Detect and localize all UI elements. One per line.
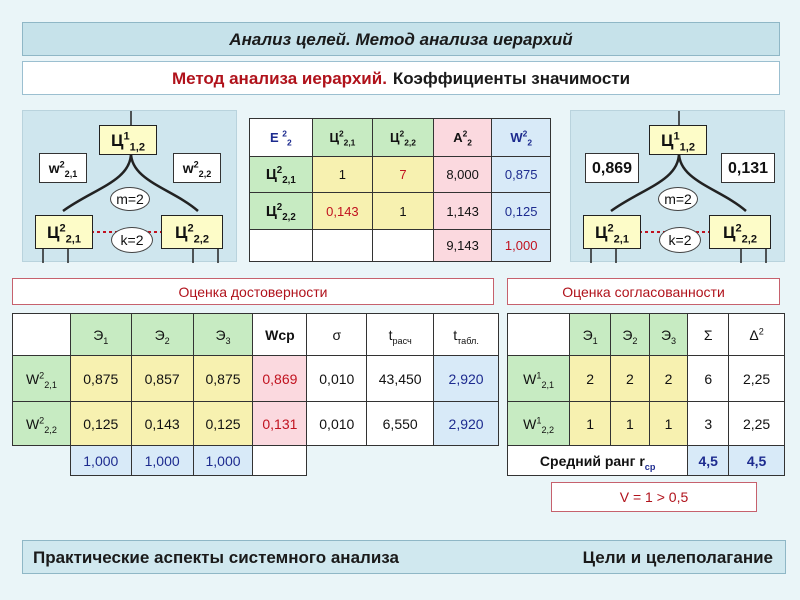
consistency-cell: 3 bbox=[688, 402, 729, 446]
matrix-header-e: E $^2_2$ bbox=[250, 119, 313, 157]
consistency-header-sum: Σ bbox=[688, 314, 729, 356]
consistency-cell: 2,25 bbox=[729, 402, 785, 446]
concordance-result: V = 1 > 0,5 bbox=[551, 482, 757, 512]
consistency-row-label: $W^1_{2,1}$ bbox=[508, 356, 570, 402]
reliability-header-sigma: σ bbox=[307, 314, 367, 356]
matrix-row-label bbox=[250, 229, 313, 261]
reliability-header-wcp: Wcp bbox=[253, 314, 307, 356]
reliability-row-label: $W^2_{2,2}$ bbox=[13, 402, 71, 446]
sub-goal-left-1: $Ц^2_{2,1}$ bbox=[35, 215, 93, 249]
reliability-header-t-calc: $t_{расч}$ bbox=[367, 314, 434, 356]
matrix-row bbox=[250, 229, 551, 261]
reliability-row bbox=[13, 356, 499, 402]
matrix-cell: 0,143 bbox=[312, 193, 373, 229]
matrix-cell: 1 bbox=[373, 193, 434, 229]
weight-left-label: $w^2_{2,1}$ bbox=[39, 153, 87, 183]
section-reliability-title: Оценка достоверности bbox=[12, 278, 494, 305]
matrix-cell: 0,125 bbox=[492, 193, 551, 229]
mean-rank-label: Средний ранг $r_{ср}$ bbox=[508, 446, 688, 476]
matrix-cell bbox=[312, 229, 373, 261]
m-oval-right: m=2 bbox=[658, 187, 698, 211]
reliability-cell: 0,125 bbox=[70, 402, 131, 446]
reliability-cell-wcp: 0,131 bbox=[253, 402, 307, 446]
matrix-cell: 1 bbox=[312, 157, 373, 193]
consistency-header-delta: $\Delta^2$ bbox=[729, 314, 785, 356]
reliability-cell: 0,125 bbox=[193, 402, 253, 446]
consistency-header-e2: $Э_2$ bbox=[611, 314, 650, 356]
consistency-mean-rank-row bbox=[508, 446, 785, 476]
reliability-sum-empty bbox=[434, 446, 499, 476]
reliability-header-e3: $Э_3$ bbox=[193, 314, 253, 356]
footer-right-text: Цели и целеполагание bbox=[582, 548, 773, 567]
hierarchy-diagram-right bbox=[570, 110, 785, 262]
reliability-sum-cell: 1,000 bbox=[131, 446, 193, 476]
reliability-sum-cell: 1,000 bbox=[193, 446, 253, 476]
subtitle-method: Метод анализа иерархий. bbox=[171, 69, 387, 88]
consistency-cell: 2,25 bbox=[729, 356, 785, 402]
k-oval-left: k=2 bbox=[111, 227, 153, 253]
matrix-cell: 7 bbox=[373, 157, 434, 193]
sub-goal-right-1: $Ц^2_{2,1}$ bbox=[583, 215, 641, 249]
reliability-sum-empty bbox=[307, 446, 367, 476]
reliability-header-t-table: $t_{табл.}$ bbox=[434, 314, 499, 356]
matrix-cell: 1,000 bbox=[492, 229, 551, 261]
reliability-header-empty bbox=[13, 314, 71, 356]
reliability-sum-empty bbox=[367, 446, 434, 476]
consistency-cell: 1 bbox=[649, 402, 688, 446]
matrix-row bbox=[250, 193, 551, 229]
mean-rank-delta: 4,5 bbox=[729, 446, 785, 476]
matrix-header-a: $A^2_2$ bbox=[433, 119, 492, 157]
reliability-cell: 0,143 bbox=[131, 402, 193, 446]
consistency-header-row bbox=[508, 314, 785, 356]
m-oval-left: m=2 bbox=[110, 187, 150, 211]
matrix-cell: 1,143 bbox=[433, 193, 492, 229]
matrix-row-label: $Ц^2_{2,2}$ bbox=[250, 193, 313, 229]
reliability-cell: 0,010 bbox=[307, 356, 367, 402]
top-goal-right: $Ц^1_{1,2}$ bbox=[649, 125, 707, 155]
matrix-header-row bbox=[250, 119, 551, 157]
reliability-sum-cell: 1,000 bbox=[70, 446, 131, 476]
reliability-cell: 43,450 bbox=[367, 356, 434, 402]
consistency-cell: 2 bbox=[611, 356, 650, 402]
section-consistency-title: Оценка согласованности bbox=[507, 278, 780, 305]
reliability-row-label: $W^2_{2,1}$ bbox=[13, 356, 71, 402]
consistency-row-label: $W^1_{2,2}$ bbox=[508, 402, 570, 446]
consistency-row bbox=[508, 402, 785, 446]
weight-left-value: 0,869 bbox=[585, 153, 639, 183]
reliability-header-e2: $Э_2$ bbox=[131, 314, 193, 356]
matrix-cell: 9,143 bbox=[433, 229, 492, 261]
consistency-cell: 2 bbox=[649, 356, 688, 402]
consistency-header-e3: $Э_3$ bbox=[649, 314, 688, 356]
consistency-header-empty bbox=[508, 314, 570, 356]
mean-rank-sum: 4,5 bbox=[688, 446, 729, 476]
footer-left-text: Практические аспекты системного анализа bbox=[33, 548, 399, 567]
consistency-cell: 2 bbox=[570, 356, 611, 402]
page-subtitle bbox=[22, 61, 780, 95]
consistency-table bbox=[507, 313, 785, 476]
page-title: Анализ целей. Метод анализа иерархий bbox=[22, 22, 780, 56]
reliability-header-row bbox=[13, 314, 499, 356]
sub-goal-right-2: $Ц^2_{2,2}$ bbox=[709, 215, 771, 249]
reliability-sum-blank bbox=[253, 446, 307, 476]
reliability-header-e1: $Э_1$ bbox=[70, 314, 131, 356]
consistency-row bbox=[508, 356, 785, 402]
reliability-sum-row bbox=[13, 446, 499, 476]
footer-bar bbox=[22, 540, 786, 574]
reliability-cell: 2,920 bbox=[434, 356, 499, 402]
matrix-cell: 8,000 bbox=[433, 157, 492, 193]
weight-right-label: $w^2_{2,2}$ bbox=[173, 153, 221, 183]
matrix-header-c1: $Ц^2_{2,1}$ bbox=[312, 119, 373, 157]
matrix-row bbox=[250, 157, 551, 193]
reliability-cell-wcp: 0,869 bbox=[253, 356, 307, 402]
reliability-table bbox=[12, 313, 499, 476]
weight-right-value: 0,131 bbox=[721, 153, 775, 183]
matrix-header-w: $W^2_2$ bbox=[492, 119, 551, 157]
matrix-cell bbox=[373, 229, 434, 261]
reliability-sum-empty bbox=[13, 446, 71, 476]
k-oval-right: k=2 bbox=[659, 227, 701, 253]
reliability-cell: 0,010 bbox=[307, 402, 367, 446]
reliability-row bbox=[13, 402, 499, 446]
top-goal-left: $Ц^1_{1,2}$ bbox=[99, 125, 157, 155]
consistency-cell: 1 bbox=[570, 402, 611, 446]
matrix-cell: 0,875 bbox=[492, 157, 551, 193]
consistency-cell: 6 bbox=[688, 356, 729, 402]
matrix-header-c2: $Ц^2_{2,2}$ bbox=[373, 119, 434, 157]
reliability-cell: 0,875 bbox=[193, 356, 253, 402]
matrix-row-label: $Ц^2_{2,1}$ bbox=[250, 157, 313, 193]
reliability-cell: 2,920 bbox=[434, 402, 499, 446]
consistency-header-e1: $Э_1$ bbox=[570, 314, 611, 356]
reliability-cell: 0,857 bbox=[131, 356, 193, 402]
reliability-cell: 6,550 bbox=[367, 402, 434, 446]
consistency-cell: 1 bbox=[611, 402, 650, 446]
reliability-cell: 0,875 bbox=[70, 356, 131, 402]
subtitle-coefficients: Коэффициенты значимости bbox=[392, 69, 631, 88]
pairwise-comparison-matrix bbox=[249, 118, 551, 262]
sub-goal-left-2: $Ц^2_{2,2}$ bbox=[161, 215, 223, 249]
hierarchy-diagram-left bbox=[22, 110, 237, 262]
